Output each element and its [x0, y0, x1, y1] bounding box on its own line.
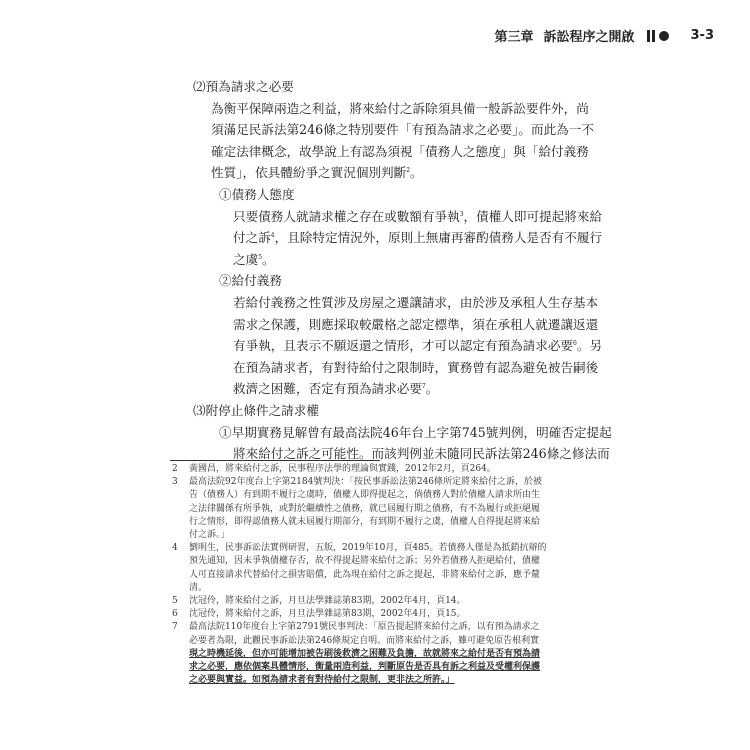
body-line: 只要債務人就請求權之存在或數額有爭執$^3$，債權人即可提起將來給 — [233, 208, 603, 224]
footnote-number: 6 — [172, 609, 178, 620]
footnote-line: 必要者為限，此觀民事訴訟法第246條規定自明。而將來給付之訴，雖可避免原告根利實 — [189, 635, 540, 646]
footnote-line: 6 沈冠伶，將來給付之訴，月旦法學雜誌第83期，2002年4月，頁15。 — [172, 608, 612, 621]
footnote-number: 2 — [172, 464, 178, 474]
body-line: ①早期實務見解曾有最高法院46年台上字第745號判例，明確否定提起 — [219, 424, 612, 440]
page-number: 3-3 — [690, 28, 714, 43]
footnote-ref[interactable]: 4 — [270, 231, 275, 239]
footnote-line: 付之訴。」 — [189, 530, 230, 541]
footnote-line: 5 沈冠伶，將來給付之訴，月旦法學雜誌第83期，2002年4月，頁14。 — [172, 595, 612, 608]
footnote-ref[interactable]: 7 — [421, 383, 426, 391]
chapter-label: 第三章 — [494, 30, 534, 45]
footnote-line: 現之時機延後，但亦可能增加被告刷後救濟之困難及負擔，故就將來之給付是否有預為請 — [189, 648, 541, 659]
footnote-divider — [170, 460, 380, 461]
body-line: 需求之保護，則應採取較嚴格之認定標準，須在承租人就遷讓返還 — [233, 316, 599, 332]
body-line: 之虞$^5$。 — [233, 251, 275, 267]
main-body-text — [193, 76, 612, 465]
body-line: ①債務人態度 — [219, 186, 295, 202]
body-line: 若給付義務之性質涉及房屋之遷讓請求，由於涉及承租人生存基本 — [233, 294, 599, 310]
body-line: 須滿足民訴法第246條之特別要件「有預為請求之必要」。而此為一不 — [211, 122, 594, 138]
footnote-line: 求之必要，應依個案具體情形，衡量兩造利益，判斷原告是否具有訴之利益及受權利保護 — [189, 662, 541, 673]
footnote-line: 清。 — [189, 582, 208, 593]
body-line: 在預為請求者，有對待給付之限制時，實務曾有認為避免被告嗣後 — [233, 359, 599, 375]
body-line: 確定法律概念，故學說上有認為須視「債務人之態度」與「給付義務 — [211, 143, 589, 159]
footnote-line: 行之情形，即得認債務人就未屆履行期部分，有到期不履行之虞，債權人自得提起將來給 — [189, 516, 541, 527]
footnote-ref[interactable]: 3 — [459, 210, 464, 218]
footnote-line: 7 最高法院110年度台上字第2791號民事判決：「原告提起將來給付之訴，以有預為請求之 — [172, 621, 612, 634]
footnote-ref[interactable]: 6 — [573, 339, 577, 347]
body-line: 為衡平保障兩造之利益，將來給付之訴除須具備一般訴訟要件外，尚 — [211, 100, 589, 116]
body-line: 付之訴$^4$，且除特定情況外，原則上無庸再審酌債務人是否有不履行 — [233, 230, 603, 246]
body-line: 性質」，依具體紛爭之實況個別判斷$^2$。 — [211, 165, 423, 181]
footnote-number: 4 — [172, 543, 178, 554]
body-line: ⑵預為請求之必要 — [193, 79, 294, 94]
footnote-number: 7 — [172, 622, 178, 633]
body-line: 有爭執，且表示不願返還之情形，才可以認定有預為請求必要$^6$。另 — [233, 338, 603, 354]
chapter-title: 訴訟程序之開啟 — [543, 30, 635, 45]
footnote-ref[interactable]: 5 — [258, 253, 263, 261]
footnote-ref[interactable]: 2 — [406, 167, 411, 175]
body-line: ②給付義務 — [219, 273, 282, 289]
footnote-line: 人可直接請求代替給付之損害賠償，此為現在給付之訴之提起，非將來給付之訴，應予釐 — [189, 569, 541, 580]
body-line: 救濟之困難，否定有預為請求必要$^7$。 — [233, 381, 439, 397]
footnote-line: 2 黃國昌，將來給付之訴，民事程序法學的理論與實踐，2012年2月，頁264。 — [172, 463, 612, 476]
footnote-line: 3 最高法院92年度台上字第2184號判決：「按民事訴訟法第246條所定將來給付之訴，於被 — [172, 476, 612, 489]
footnote-number: 3 — [172, 477, 178, 488]
footnotes-section — [172, 463, 612, 687]
footnote-line: 預先通知，因未爭執債權存否，故不得提起將來給付之訴；另外若債務人拒絕給付，債權 — [189, 556, 541, 567]
body-line: 將來給付之訴之可能性。而該判例並未隨同民訴法第246條之修法而 — [233, 446, 610, 462]
footnote-number: 5 — [172, 596, 178, 607]
chapter-mark-icon — [647, 30, 669, 42]
footnote-line: 4 劉明生，民事訴訟法實例研習，五版，2019年10月，頁485。若債務人僅是為抵銷抗辯的 — [172, 542, 612, 555]
body-line: ⑶附停止條件之請求權 — [193, 402, 319, 418]
footnote-line: 告（債務人）有到期不履行之虞時，債權人即得提起之，倘債務人對於債權人請求所由生 — [189, 490, 541, 501]
page-header — [494, 26, 714, 45]
footnote-line: 之法律關係有所爭執，或對於繼續性之債務，就已屆履行期之債務，有不為履行或拒絕履 — [189, 503, 541, 514]
footnote-line: 之必要與實益。如預為請求者有對待給付之限制，更非法之所許。」 — [189, 675, 455, 686]
